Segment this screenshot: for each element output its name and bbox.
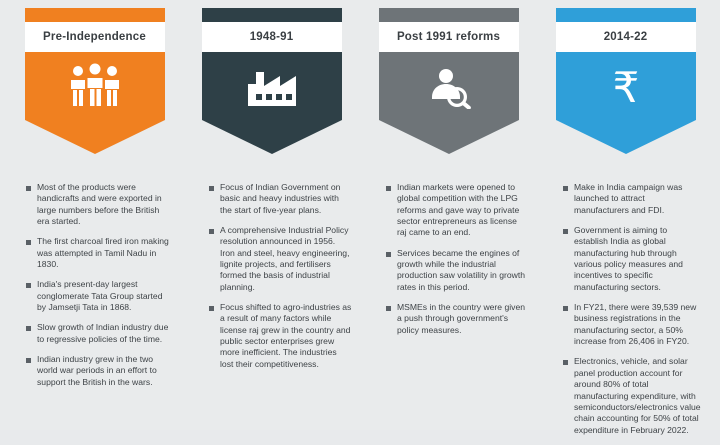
bullet-text: The first charcoal fired iron making was attempted in Tamil Nadu in 1830.: [37, 236, 169, 270]
list-item: [26, 182, 173, 227]
ribbon-1: [25, 8, 165, 154]
arrow-tip-1: [25, 120, 165, 154]
bullet-text: A comprehensive Industrial Policy resolution announced in 1956. Iron and steel, heavy engineering, lignite projects, and fertilisers formed the basis of industrial planning.: [220, 225, 350, 292]
list-item: [209, 182, 352, 216]
bullet-dot-icon: [26, 358, 31, 363]
bullet-dot-icon: [209, 186, 214, 191]
list-item: [26, 236, 173, 270]
timeline-column-2014-22: [537, 8, 714, 435]
list-item: [563, 356, 702, 435]
bullet-text: Services became the engines of growth while the industrial production saw volatility in growth rates in this period.: [397, 247, 526, 292]
ribbon-top-2: [202, 8, 342, 22]
column-title-3: Post 1991 reforms: [396, 31, 501, 43]
bullet-dot-icon: [563, 186, 568, 191]
timeline-column-post-1991-reforms: [360, 8, 537, 426]
list-item: [26, 322, 173, 345]
bullet-text: Most of the products were handicrafts and were exported in large numbers before the British era started.: [37, 182, 162, 227]
column-title-4: 2014-22: [603, 31, 648, 43]
ribbon-top-4: [556, 8, 696, 22]
arrow-body-2: [202, 52, 342, 120]
bullet-text: Focus of Indian Government on basic and heavy industries with the start of five-year plans.: [220, 182, 341, 215]
global-search-icon: [418, 60, 480, 112]
arrow-tip-2: [202, 120, 342, 154]
bullet-text: Make in India campaign was launched to attract manufacturers and FDI.: [574, 182, 683, 215]
bullet-list-3: [360, 182, 537, 345]
arrow-tip-4: [556, 120, 696, 154]
column-title-2: 1948-91: [249, 31, 294, 43]
bullet-dot-icon: [563, 229, 568, 234]
column-title-box-4: [556, 22, 696, 52]
bullet-dot-icon: [209, 306, 214, 311]
bullet-text: Indian markets were opened to global competition with the LPG reforms and gave way to private sector entrepreneurs as license raj came to an end.: [397, 182, 520, 238]
arrow-body-1: [25, 52, 165, 120]
list-item: [386, 248, 527, 293]
ribbon-4: [556, 8, 696, 154]
ribbon-top-3: [379, 8, 519, 22]
timeline-column-1948-91: [183, 8, 360, 426]
arrow-body-4: [556, 52, 696, 120]
bullet-list-2: [183, 182, 360, 379]
bullet-text: Electronics, vehicle, and solar panel production account for around 80% of total manufacturing expenditure, with semiconductors/electronics value chain accounting for 50% of total expenditure in February 2022.: [574, 356, 701, 435]
bullet-dot-icon: [563, 360, 568, 365]
bullet-list-1: [6, 182, 183, 397]
bullet-dot-icon: [26, 326, 31, 331]
factory-icon: [241, 60, 303, 112]
arrow-tip-3: [379, 120, 519, 154]
list-item: [563, 302, 702, 347]
column-title-1: Pre-Independence: [43, 31, 146, 43]
bullet-dot-icon: [386, 252, 391, 257]
rupee-icon: [595, 60, 657, 112]
list-item: [386, 302, 527, 336]
list-item: [26, 354, 173, 388]
bullet-text: India's present-day largest conglomerate Tata Group started by Jamsetji Tata in 1868.: [37, 279, 163, 313]
bullet-text: Indian industry grew in the two world war periods in an effort to support the British in the wars.: [37, 354, 157, 387]
bullet-dot-icon: [26, 240, 31, 245]
ribbon-top-1: [25, 8, 165, 22]
arrow-body-3: [379, 52, 519, 120]
svg-text:₹: ₹: [612, 63, 639, 110]
timeline-column-pre-independence: [6, 8, 183, 426]
list-item: [563, 225, 702, 293]
ribbon-2: [202, 8, 342, 154]
bullet-list-4: [537, 182, 714, 445]
people-group-icon: [64, 60, 126, 112]
column-title-box-2: [202, 22, 342, 52]
bullet-dot-icon: [563, 306, 568, 311]
bullet-text: Slow growth of Indian industry due to regressive policies of the time.: [37, 322, 169, 344]
column-title-box-3: [379, 22, 519, 52]
list-item: [563, 182, 702, 216]
bullet-dot-icon: [209, 229, 214, 234]
list-item: [209, 225, 352, 293]
bullet-dot-icon: [386, 186, 391, 191]
bullet-text: Government is aiming to establish India as global manufacturing hub through various policy measures and incentives to specific manufacturing sectors.: [574, 225, 683, 292]
bullet-text: Focus shifted to agro-industries as a result of many factors while license raj grew in the country and public sector enterprises grew more inefficient. The industries lost their competitiveness.: [220, 302, 352, 369]
list-item: [26, 279, 173, 313]
list-item: [209, 302, 352, 370]
bullet-dot-icon: [26, 283, 31, 288]
bullet-text: In FY21, there were 39,539 new business registrations in the manufacturing sector, a 50% increase from 26,406 in FY20.: [574, 302, 697, 347]
ribbon-3: [379, 8, 519, 154]
bullet-dot-icon: [386, 306, 391, 311]
bullet-text: MSMEs in the country were given a push through government's policy measures.: [397, 302, 526, 335]
bullet-dot-icon: [26, 186, 31, 191]
column-title-box-1: [25, 22, 165, 52]
list-item: [386, 182, 527, 239]
